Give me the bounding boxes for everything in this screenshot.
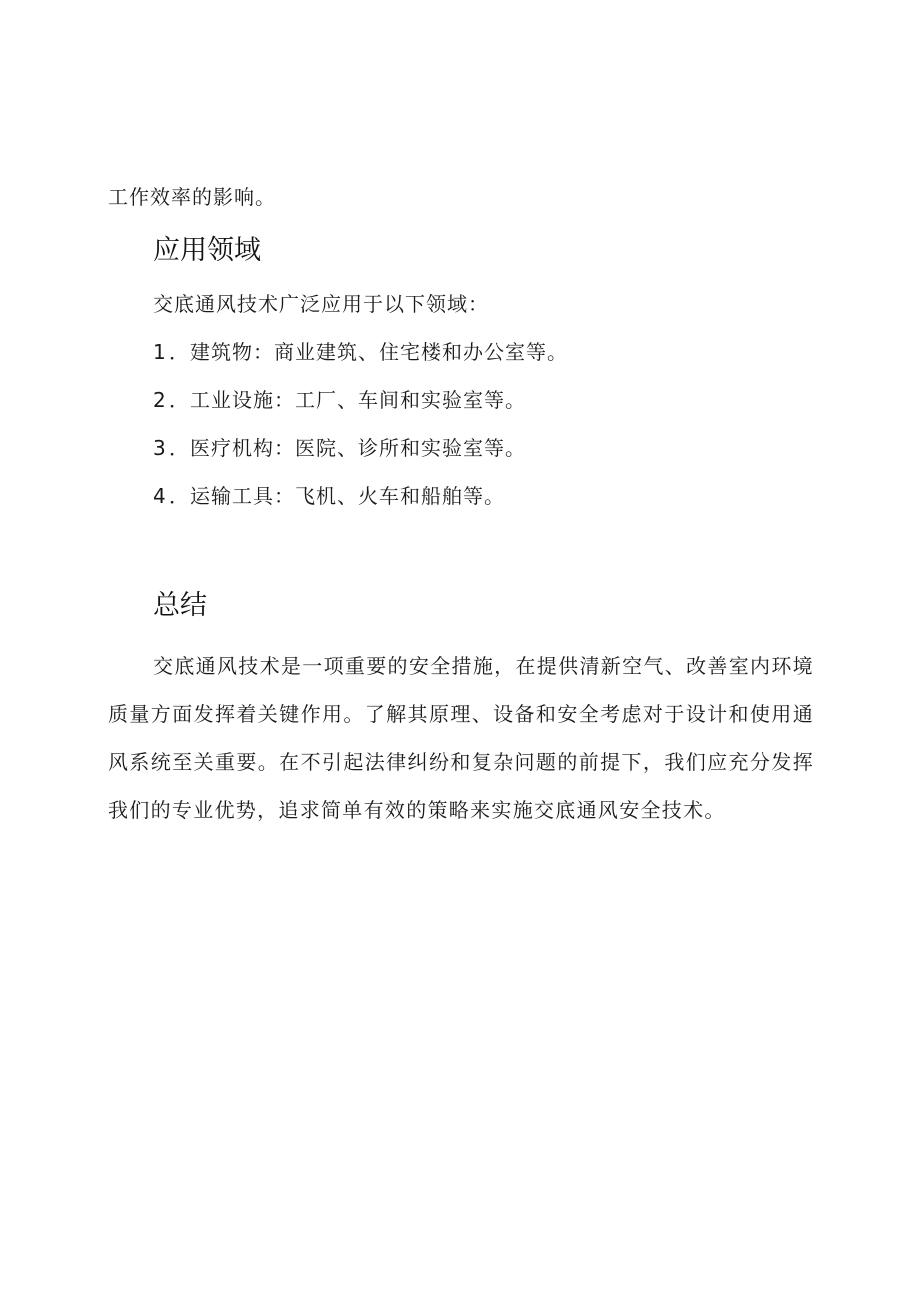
list-item-text: ．建筑物：商业建筑、住宅楼和办公室等。 bbox=[169, 340, 568, 364]
list-item-number: 3 bbox=[153, 436, 167, 460]
list-item-text: ．工业设施：工厂、车间和实验室等。 bbox=[169, 388, 526, 412]
summary-heading: 总结 bbox=[153, 590, 207, 621]
application-list bbox=[153, 336, 568, 528]
list-item bbox=[153, 336, 568, 384]
list-item-text: ．运输工具：飞机、火车和船舶等。 bbox=[169, 484, 505, 508]
list-item-text: ．医疗机构：医院、诊所和实验室等。 bbox=[169, 436, 526, 460]
list-item-number: 4 bbox=[153, 484, 167, 508]
list-item bbox=[153, 384, 568, 432]
list-item bbox=[153, 480, 568, 528]
application-heading: 应用领域 bbox=[153, 235, 261, 266]
list-item-number: 1 bbox=[153, 340, 167, 364]
list-item bbox=[153, 432, 568, 480]
continuation-text: 工作效率的影响。 bbox=[108, 185, 276, 209]
list-item-number: 2 bbox=[153, 388, 167, 412]
summary-paragraph: 交底通风技术是一项重要的安全措施，在提供清新空气、改善室内环境质量方面发挥着关键作用。了解其原理、设备和安全考虑对于设计和使用通风系统至关重要。在不引起法律纠纷和复杂问题的前提下，我们应充分发挥我们的专业优势，追求简单有效的策略来实施交底通风安全技术。 bbox=[108, 654, 814, 822]
application-intro: 交底通风技术广泛应用于以下领域： bbox=[153, 292, 489, 316]
